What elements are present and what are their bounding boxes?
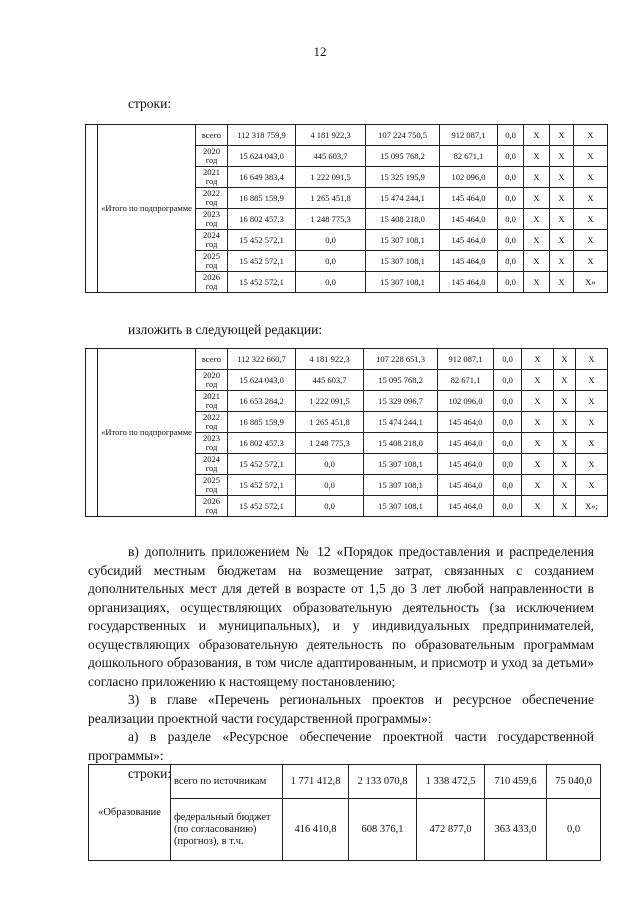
value-cell: X [576,370,608,391]
year-cell: 2025 год [196,475,228,496]
paragraph-v: в) дополнить приложением № 12 «Порядок предоставления и распределения субсидий местным бюджетам на возмещение затрат, связанных с созданием дополнительных мест для детей в возрасте от 1,5 до 3 лет любой направленности в организациях, осуществляющих образовательную деятельность (за исключением государственных и муниципальных), и у индивидуальных предпринимателей, осуществляющих образовательную деятельность по образовательным программам дошкольного образования, в том числе адаптированным, и присмотр и уход за детьми» согласно приложению к настоящему постановлению; [88,544,594,689]
value-cell: X [576,475,608,496]
value-cell: 15 624 043,0 [228,146,296,167]
value-cell: 16 885 159,9 [228,412,296,433]
value-cell: 15 325 195,9 [366,167,440,188]
value-cell: X [576,433,608,454]
value-cell: 0,0 [498,146,524,167]
value-cell: 1 248 775,3 [296,433,364,454]
value-cell: 145 464,0 [440,188,498,209]
value-cell: 0,0 [498,125,524,146]
value-cell: X [524,146,550,167]
value-cell: X [576,412,608,433]
value-cell: 0,0 [494,496,522,517]
value-cell: X [554,475,576,496]
value-cell: 16 653 284,2 [228,391,296,412]
value-cell: 145 464,0 [438,412,494,433]
value-cell: 145 464,0 [438,433,494,454]
value-cell: X [554,391,576,412]
value-cell: 107 228 651,3 [364,349,438,370]
value-cell: 15 095 768,2 [366,146,440,167]
value-cell: X [574,125,608,146]
value-cell: 1 265 451,8 [296,188,366,209]
value-cell: 15 307 108,1 [364,496,438,517]
value-cell: X [522,349,554,370]
value-cell: 0,0 [296,251,366,272]
rows-label-2: изложить в следующей редакции: [128,322,323,337]
value-cell: 145 464,0 [440,251,498,272]
value-cell: 0,0 [498,272,524,293]
value-cell: 4 181 922,3 [296,349,364,370]
year-cell: 2026 год [196,272,228,293]
paragraph-a: а) в разделе «Ресурсное обеспечение проектной части государственной программы»: [88,729,594,763]
value-cell: 15 307 108,1 [364,475,438,496]
value-cell: 16 802 457,3 [228,433,296,454]
value-cell: X [524,167,550,188]
value-cell: 15 474 244,1 [364,412,438,433]
value-cell: X [550,167,574,188]
value-cell: 1 222 091,5 [296,391,364,412]
paragraph-3: 3) в главе «Перечень региональных проектов и ресурсное обеспечение реализации проектной части государственной программы»: [88,692,594,726]
empty-cell [86,349,98,517]
value-cell: X [574,209,608,230]
page-number: 12 [313,44,327,59]
source-cell: всего по источникам [171,765,283,799]
value-cell: 112 318 759,9 [228,125,296,146]
value-cell: X [576,349,608,370]
value-cell: 0,0 [296,475,364,496]
value-cell: X [574,146,608,167]
value-cell: 15 408 218,0 [366,209,440,230]
empty-cell [86,125,98,293]
table-old-subprogram [85,124,608,293]
value-cell: 0,0 [494,433,522,454]
value-cell: 15 452 572,1 [228,251,296,272]
value-cell: 15 307 108,1 [366,251,440,272]
value-cell: 445 603,7 [296,370,364,391]
value-cell: 1 338 472,5 [417,765,485,799]
value-cell: 145 464,0 [440,272,498,293]
value-cell: 15 408 218,0 [364,433,438,454]
year-cell: всего [196,125,228,146]
year-cell: 2024 год [196,230,228,251]
value-cell: 75 040,0 [547,765,601,799]
value-cell: 145 464,0 [438,496,494,517]
value-cell: 15 624 043,0 [228,370,296,391]
value-cell: 0,0 [494,391,522,412]
value-cell: 1 222 091,5 [296,167,366,188]
value-cell: X [524,209,550,230]
row-label: «Итого по подпрограмме [98,349,196,517]
value-cell: 15 452 572,1 [228,475,296,496]
value-cell: 16 802 457,3 [228,209,296,230]
value-cell: 912 087,1 [440,125,498,146]
value-cell: X [550,230,574,251]
source-cell: федеральный бюджет (по согласованию) (прогноз), в т.ч. [171,799,283,861]
body-text [88,543,594,784]
value-cell: 112 322 660,7 [228,349,296,370]
value-cell: X [550,209,574,230]
value-cell: X [550,272,574,293]
value-cell: X [522,496,554,517]
value-cell: X [554,349,576,370]
value-cell: 2 133 070,8 [349,765,417,799]
value-cell: 82 671,1 [438,370,494,391]
table-row [86,349,608,370]
value-cell: X [554,412,576,433]
value-cell: 0,0 [494,454,522,475]
value-cell: 16 649 383,4 [228,167,296,188]
value-cell: X [524,188,550,209]
value-cell: 15 452 572,1 [228,272,296,293]
value-cell: X [550,251,574,272]
value-cell: 0,0 [296,454,364,475]
value-cell: 710 459,6 [485,765,547,799]
row-label: «Образование [89,765,171,861]
year-cell: 2023 год [196,209,228,230]
table-new-body [86,349,608,517]
value-cell: X [576,391,608,412]
year-cell: 2022 год [196,412,228,433]
value-cell: 0,0 [494,412,522,433]
value-cell: 0,0 [498,209,524,230]
year-cell: 2021 год [196,167,228,188]
value-cell: 15 307 108,1 [364,454,438,475]
year-cell: 2026 год [196,496,228,517]
value-cell: 16 885 159,9 [228,188,296,209]
value-cell: X [574,251,608,272]
year-cell: всего [196,349,228,370]
value-cell: 107 224 750,5 [366,125,440,146]
value-cell: X [550,125,574,146]
value-cell: X [554,370,576,391]
value-cell: 0,0 [296,496,364,517]
value-cell: 82 671,1 [440,146,498,167]
value-cell: 0,0 [547,799,601,861]
year-cell: 2025 год [196,251,228,272]
value-cell: 445 603,7 [296,146,366,167]
value-cell: X [524,230,550,251]
year-cell: 2020 год [196,370,228,391]
value-cell: 608 376,1 [349,799,417,861]
value-cell: X [522,370,554,391]
value-cell: X [522,475,554,496]
table-education-body [89,765,601,861]
value-cell: 363 433,0 [485,799,547,861]
value-cell: 15 452 572,1 [228,230,296,251]
value-cell: X [522,433,554,454]
value-cell: 912 087,1 [438,349,494,370]
year-cell: 2023 год [196,433,228,454]
value-cell: 145 464,0 [440,209,498,230]
value-cell: X [522,454,554,475]
value-cell: X [554,433,576,454]
table-new-subprogram [85,348,608,517]
value-cell: 0,0 [494,475,522,496]
rows-label-1: строки: [128,96,172,111]
paragraph-rows: строки: [128,766,172,781]
value-cell: X [554,454,576,475]
value-cell: X [574,230,608,251]
value-cell: 15 307 108,1 [366,230,440,251]
value-cell: 102 096,0 [440,167,498,188]
value-cell: X [522,391,554,412]
value-cell: 145 464,0 [438,475,494,496]
value-cell: X» [574,272,608,293]
value-cell: X [576,454,608,475]
value-cell: X [524,125,550,146]
value-cell: 472 877,0 [417,799,485,861]
value-cell: 416 410,8 [283,799,349,861]
year-cell: 2020 год [196,146,228,167]
value-cell: 0,0 [498,167,524,188]
value-cell: 15 452 572,1 [228,496,296,517]
value-cell: 0,0 [498,251,524,272]
value-cell: X [574,167,608,188]
value-cell: X [550,146,574,167]
value-cell: 15 307 108,1 [366,272,440,293]
value-cell: 102 096,0 [438,391,494,412]
value-cell: 0,0 [296,230,366,251]
value-cell: 1 771 412,8 [283,765,349,799]
value-cell: X [574,188,608,209]
table-row [89,765,601,799]
value-cell: X [524,251,550,272]
year-cell: 2021 год [196,391,228,412]
value-cell: 0,0 [494,370,522,391]
value-cell: 15 095 768,2 [364,370,438,391]
value-cell: X [522,412,554,433]
value-cell: X»; [576,496,608,517]
value-cell: 0,0 [498,188,524,209]
value-cell: 15 474 244,1 [366,188,440,209]
year-cell: 2024 год [196,454,228,475]
table-education [88,764,601,861]
value-cell: 15 329 096,7 [364,391,438,412]
value-cell: X [550,188,574,209]
value-cell: X [554,496,576,517]
value-cell: 15 452 572,1 [228,454,296,475]
value-cell: 0,0 [498,230,524,251]
value-cell: X [524,272,550,293]
value-cell: 4 181 922,3 [296,125,366,146]
year-cell: 2022 год [196,188,228,209]
value-cell: 0,0 [494,349,522,370]
row-label: «Итого по подпрограмме [98,125,196,293]
table-row [86,125,608,146]
value-cell: 1 265 451,8 [296,412,364,433]
value-cell: 0,0 [296,272,366,293]
table-old-body [86,125,608,293]
value-cell: 1 248 775,3 [296,209,366,230]
value-cell: 145 464,0 [438,454,494,475]
value-cell: 145 464,0 [440,230,498,251]
